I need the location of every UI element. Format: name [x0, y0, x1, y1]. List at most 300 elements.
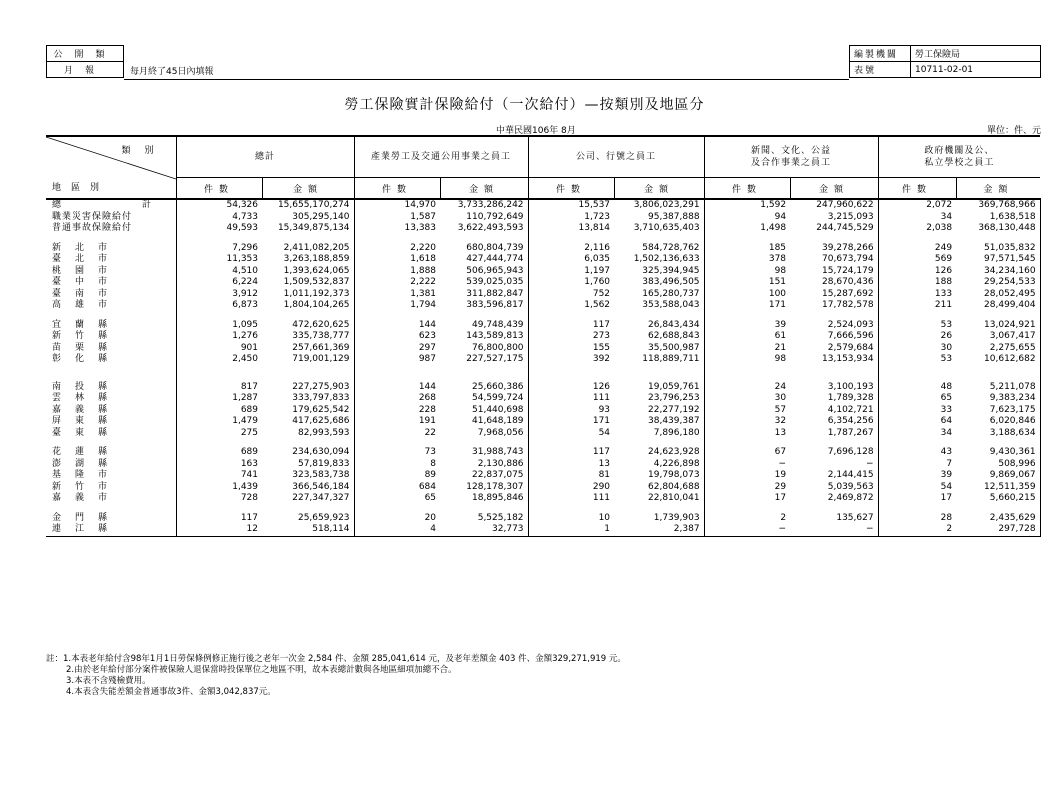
amount-cell: 368,130,448: [956, 223, 1040, 235]
count-cell: 126: [934, 265, 953, 276]
report-date: 中華民國106年 8月: [496, 126, 576, 136]
amount-cell: 25,659,923: [262, 513, 354, 525]
amount-cell: 2,469,872: [790, 493, 878, 505]
amount-cell: 3,263,188,859: [262, 254, 354, 266]
count-cell: 64: [940, 416, 953, 427]
count-cell: 1,439: [232, 481, 258, 492]
amount-cell: 227,347,327: [262, 493, 354, 505]
spacer-row: [46, 439, 1040, 447]
count-cell: 11,353: [226, 254, 258, 265]
count-cell: 987: [418, 354, 437, 365]
table-row: [46, 493, 1040, 505]
count-cell: 2,072: [926, 200, 953, 211]
count-cell: 1,381: [410, 288, 437, 299]
amount-cell: 135,627: [790, 513, 878, 525]
amount-cell: 18,895,846: [440, 493, 528, 505]
amount-cell: 7,666,596: [790, 331, 878, 343]
count-cell: 117: [592, 447, 611, 458]
amount-cell: 227,527,175: [440, 354, 528, 366]
amount-cell: 4,226,898: [614, 459, 704, 471]
footnotes: [46, 654, 626, 698]
count-cell: 20: [424, 512, 437, 523]
count-cell: 17: [774, 493, 787, 504]
count-cell: 2: [878, 524, 956, 536]
sub-header-row: [46, 178, 1040, 200]
count-cell: 1,760: [584, 277, 611, 288]
count-cell: 98: [774, 265, 787, 276]
amount-column-header: 金額: [262, 178, 354, 200]
count-cell: 29: [774, 481, 787, 492]
amount-cell: 97,571,545: [956, 254, 1040, 266]
table-row: [46, 254, 1040, 266]
table-row: [46, 223, 1040, 235]
table-row: [46, 428, 1040, 440]
count-column-header: 件數: [528, 178, 614, 200]
region-label: 金門縣: [46, 513, 176, 525]
count-cell: 117: [240, 512, 258, 523]
count-cell: 171: [768, 300, 787, 311]
amount-cell: 680,804,739: [440, 243, 528, 255]
group-header: 新聞、文化、公益 及合作事業之員工: [704, 136, 878, 178]
table-row: [46, 416, 1040, 428]
count-cell: 2: [780, 512, 787, 523]
amount-cell: 15,349,875,134: [262, 223, 354, 235]
count-cell: 49,593: [226, 223, 258, 234]
count-cell: 6,873: [232, 300, 258, 311]
amount-cell: 51,440,698: [440, 405, 528, 417]
amount-cell: 5,525,182: [440, 513, 528, 525]
report-frequency-label: 月報: [47, 62, 124, 78]
count-cell: 98: [774, 354, 787, 365]
benefit-table: [46, 135, 1041, 537]
count-cell: 14,970: [404, 200, 437, 211]
count-cell: 94: [774, 211, 787, 222]
table-row: [46, 320, 1040, 332]
amount-cell: 95,387,888: [614, 212, 704, 224]
spacer-row: [46, 366, 1040, 374]
amount-cell: 12,511,359: [956, 482, 1040, 494]
amount-cell: 1,739,903: [614, 513, 704, 525]
count-cell: 817: [240, 381, 258, 392]
region-label: 雲林縣: [46, 393, 176, 405]
amount-cell: 15,655,170,274: [262, 199, 354, 212]
table-row: [46, 470, 1040, 482]
amount-cell: 51,035,832: [956, 243, 1040, 255]
count-cell: 144: [418, 381, 437, 392]
amount-cell: 3,215,093: [790, 212, 878, 224]
count-cell: 228: [418, 404, 437, 415]
count-cell: 17: [940, 493, 953, 504]
amount-cell: 366,546,184: [262, 482, 354, 494]
amount-cell: 417,625,686: [262, 416, 354, 428]
count-cell: 728: [240, 493, 258, 504]
amount-cell: 5,660,215: [956, 493, 1040, 505]
amount-cell: 26,843,434: [614, 320, 704, 332]
count-cell: 65: [424, 493, 437, 504]
count-cell: 1,794: [410, 300, 437, 311]
table-row: [46, 343, 1040, 355]
amount-cell: 227,275,903: [262, 382, 354, 394]
amount-cell: 2,411,082,205: [262, 243, 354, 255]
amount-cell: 427,444,774: [440, 254, 528, 266]
count-cell: 53: [940, 354, 953, 365]
region-label: 苗栗縣: [46, 343, 176, 355]
amount-cell: 335,738,777: [262, 331, 354, 343]
table-row: [46, 289, 1040, 301]
amount-cell: 1,638,518: [956, 212, 1040, 224]
compiling-agency-value: 勞工保險局: [911, 46, 1041, 62]
amount-cell: 49,748,439: [440, 320, 528, 332]
report-deadline-text: 每月終了45日內填報: [130, 67, 214, 77]
table-row: [46, 513, 1040, 525]
unit-label: 單位：件、元: [986, 126, 1041, 136]
table-row: [46, 354, 1040, 366]
amount-cell: 7,623,175: [956, 405, 1040, 417]
count-cell: 30: [940, 342, 953, 353]
count-cell: 13: [774, 427, 787, 438]
table-row: [46, 243, 1040, 255]
count-cell: 6,224: [232, 277, 258, 288]
count-cell: 43: [940, 447, 953, 458]
amount-cell: 57,819,833: [262, 459, 354, 471]
count-cell: 623: [418, 331, 437, 342]
amount-cell: 70,673,794: [790, 254, 878, 266]
amount-cell: 28,670,436: [790, 277, 878, 289]
amount-cell: 15,287,692: [790, 289, 878, 301]
amount-cell: 3,622,493,593: [440, 223, 528, 235]
count-cell: 32: [774, 416, 787, 427]
region-label: 南投縣: [46, 382, 176, 394]
count-column-header: 件數: [704, 178, 790, 200]
count-cell: 1,562: [584, 300, 611, 311]
count-cell: 6,035: [584, 254, 611, 265]
count-cell: 7: [946, 458, 953, 469]
amount-cell: 143,589,813: [440, 331, 528, 343]
count-cell: 2,222: [410, 277, 437, 288]
region-label: 新北市: [46, 243, 176, 255]
compiling-agency-label: 編製機關: [850, 46, 911, 62]
count-cell: 54,326: [226, 200, 258, 211]
amount-cell: 7,968,056: [440, 428, 528, 440]
amount-cell: 325,394,945: [614, 266, 704, 278]
table-row: [46, 447, 1040, 459]
amount-cell: 23,796,253: [614, 393, 704, 405]
amount-cell: 383,596,817: [440, 300, 528, 312]
count-cell: 249: [934, 242, 953, 253]
amount-cell: 3,100,193: [790, 382, 878, 394]
count-cell: 111: [592, 393, 611, 404]
amount-cell: 22,810,041: [614, 493, 704, 505]
region-label: 屏東縣: [46, 416, 176, 428]
amount-cell: 1,789,328: [790, 393, 878, 405]
region-label: 新竹縣: [46, 331, 176, 343]
count-cell: 1,498: [760, 223, 787, 234]
amount-cell: 244,745,529: [790, 223, 878, 235]
count-cell: 61: [774, 331, 787, 342]
count-cell: 34: [940, 211, 953, 222]
count-cell: 126: [592, 381, 611, 392]
amount-cell: 383,496,505: [614, 277, 704, 289]
amount-cell: 34,234,160: [956, 266, 1040, 278]
spacer-row: [46, 374, 1040, 382]
count-cell: 689: [240, 447, 258, 458]
region-label: 高雄市: [46, 300, 176, 312]
count-cell: 1,888: [410, 265, 437, 276]
corner-region-label: 地區別: [52, 183, 110, 193]
amount-cell: 28,499,404: [956, 300, 1040, 312]
amount-cell: 2,275,655: [956, 343, 1040, 355]
region-label: 總 計: [46, 199, 176, 212]
amount-cell: 9,869,067: [956, 470, 1040, 482]
amount-cell: 3,710,635,403: [614, 223, 704, 235]
amount-cell: 118,889,711: [614, 354, 704, 366]
footnote: 3.本表不含殘檢費用。: [66, 676, 151, 686]
amount-cell: 2,144,415: [790, 470, 878, 482]
amount-cell: 19,798,073: [614, 470, 704, 482]
amount-cell: 1,804,104,265: [262, 300, 354, 312]
amount-column-header: 金額: [790, 178, 878, 200]
count-cell: 1,197: [584, 265, 611, 276]
amount-cell: 5,211,078: [956, 382, 1040, 394]
count-cell: 73: [424, 447, 437, 458]
region-label: 臺東縣: [46, 428, 176, 440]
amount-cell: 13,153,934: [790, 354, 878, 366]
count-cell: 34: [940, 427, 953, 438]
group-header: 產業勞工及交通公用事業之員工: [354, 136, 528, 178]
count-cell: 81: [598, 470, 611, 481]
amount-cell: 518,114: [262, 524, 354, 536]
footnote: 註：1.本表老年給付含98年1月1日勞保條例修正施行後之老年一次金 2,584 件、金額 285,041,614 元，及老年差額金 403 件、金額329,271,919 元。: [46, 654, 626, 664]
count-cell: 15,537: [578, 200, 611, 211]
header-left-box: [46, 45, 124, 78]
count-cell: 67: [774, 447, 787, 458]
amount-cell: 179,625,542: [262, 405, 354, 417]
table-row: [46, 459, 1040, 471]
count-cell: 65: [940, 393, 953, 404]
amount-cell: 82,993,593: [262, 428, 354, 440]
region-label: 宜蘭縣: [46, 320, 176, 332]
count-cell: 8: [430, 458, 437, 469]
count-cell: 54: [598, 427, 611, 438]
count-cell: 26: [940, 331, 953, 342]
count-cell: 57: [774, 404, 787, 415]
footnote: 2.由於老年給付部分案件被保險人退保當時投保單位之地區不明，故本表總計數與各地區細項加總不合。: [66, 665, 457, 675]
amount-cell: −: [790, 459, 878, 471]
count-cell: 117: [592, 319, 611, 330]
amount-column-header: 金額: [956, 178, 1040, 200]
count-cell: 1,618: [410, 254, 437, 265]
spacer-row: [46, 235, 1040, 243]
count-cell: 48: [940, 381, 953, 392]
amount-cell: 1,787,267: [790, 428, 878, 440]
count-cell: 4,733: [232, 211, 258, 222]
count-cell: 185: [768, 242, 787, 253]
count-cell: 93: [598, 404, 611, 415]
amount-cell: 3,188,634: [956, 428, 1040, 440]
count-cell: 30: [774, 393, 787, 404]
table-row: [46, 212, 1040, 224]
count-cell: 21: [774, 342, 787, 353]
amount-cell: 62,804,688: [614, 482, 704, 494]
table-row: [46, 405, 1040, 417]
count-cell: 28: [940, 512, 953, 523]
count-cell: 13: [598, 458, 611, 469]
count-cell: 211: [934, 300, 953, 311]
count-cell: 24: [774, 381, 787, 392]
table-number-value: 10711-02-01: [911, 62, 1041, 78]
count-column-header: 件數: [878, 178, 956, 200]
region-label: 普通事故保險給付: [46, 223, 176, 235]
count-cell: 1,479: [232, 416, 258, 427]
amount-column-header: 金額: [440, 178, 528, 200]
count-cell: 901: [240, 342, 258, 353]
count-cell: 378: [768, 254, 787, 265]
amount-cell: 1,393,624,065: [262, 266, 354, 278]
amount-cell: 32,773: [440, 524, 528, 536]
amount-cell: 539,025,035: [440, 277, 528, 289]
amount-cell: 22,277,192: [614, 405, 704, 417]
count-cell: 689: [240, 404, 258, 415]
table-number-label: 表號: [850, 62, 911, 78]
amount-cell: 128,178,307: [440, 482, 528, 494]
header-divider: [124, 79, 849, 80]
region-label: 臺北市: [46, 254, 176, 266]
amount-cell: 2,524,093: [790, 320, 878, 332]
table-row: [46, 382, 1040, 394]
amount-column-header: 金額: [614, 178, 704, 200]
amount-cell: 39,278,266: [790, 243, 878, 255]
count-cell: 33: [940, 404, 953, 415]
count-cell: 3,912: [232, 288, 258, 299]
count-cell: 151: [768, 277, 787, 288]
count-cell: 133: [934, 288, 953, 299]
amount-cell: 29,254,533: [956, 277, 1040, 289]
amount-cell: 6,354,256: [790, 416, 878, 428]
amount-cell: 305,295,140: [262, 212, 354, 224]
amount-cell: 54,599,724: [440, 393, 528, 405]
count-cell: 2,220: [410, 242, 437, 253]
amount-cell: 2,130,886: [440, 459, 528, 471]
table-row: [46, 393, 1040, 405]
count-cell: 188: [934, 277, 953, 288]
count-cell: −: [778, 458, 787, 469]
count-cell: 7,296: [232, 242, 258, 253]
region-label: 嘉義縣: [46, 405, 176, 417]
count-cell: 1,587: [410, 211, 437, 222]
amount-cell: 311,882,847: [440, 289, 528, 301]
table-row: [46, 277, 1040, 289]
count-cell: 2,116: [584, 242, 611, 253]
count-cell: 19: [774, 470, 787, 481]
amount-cell: 297,728: [956, 524, 1040, 536]
amount-cell: 41,648,189: [440, 416, 528, 428]
amount-cell: 2,387: [614, 524, 704, 536]
region-label: 臺中市: [46, 277, 176, 289]
amount-cell: 584,728,762: [614, 243, 704, 255]
amount-cell: 3,806,023,291: [614, 199, 704, 212]
count-cell: 100: [768, 288, 787, 299]
table-row: [46, 331, 1040, 343]
table-corner-header: [46, 136, 176, 199]
footnote: 4.本表含失能差額金普通事故3件、金額3,042,837元。: [66, 687, 276, 697]
amount-cell: 4,102,721: [790, 405, 878, 417]
count-cell: 290: [592, 481, 611, 492]
amount-cell: 17,782,578: [790, 300, 878, 312]
amount-cell: 369,768,966: [956, 199, 1040, 212]
corner-category-label: 類別: [121, 146, 168, 156]
count-cell: 392: [592, 354, 611, 365]
count-cell: 268: [418, 393, 437, 404]
group-header: 公司、行號之員工: [528, 136, 704, 178]
count-cell: 144: [418, 319, 437, 330]
count-cell: 12: [176, 524, 262, 536]
count-cell: 191: [418, 416, 437, 427]
count-cell: 741: [240, 470, 258, 481]
count-cell: 155: [592, 342, 611, 353]
amount-cell: 353,588,043: [614, 300, 704, 312]
count-cell: 89: [424, 470, 437, 481]
amount-cell: 15,724,179: [790, 266, 878, 278]
count-cell: 39: [774, 319, 787, 330]
amount-cell: 333,797,833: [262, 393, 354, 405]
table-row: [46, 266, 1040, 278]
count-cell: 275: [240, 427, 258, 438]
region-label: 連江縣: [46, 524, 176, 536]
count-cell: 273: [592, 331, 611, 342]
count-cell: 13,383: [404, 223, 437, 234]
region-label: 基隆市: [46, 470, 176, 482]
amount-cell: 24,623,928: [614, 447, 704, 459]
amount-cell: 2,435,629: [956, 513, 1040, 525]
amount-cell: 1,502,136,633: [614, 254, 704, 266]
amount-cell: −: [790, 524, 878, 536]
count-cell: 1,276: [232, 331, 258, 342]
page-title: 勞工保險實計保險給付（一次給付）—按類別及地區分: [344, 97, 705, 113]
amount-cell: 62,688,843: [614, 331, 704, 343]
count-cell: 1: [528, 524, 614, 536]
region-label: 花蓮縣: [46, 447, 176, 459]
amount-cell: 2,579,684: [790, 343, 878, 355]
region-label: 嘉義市: [46, 493, 176, 505]
count-cell: 2,038: [926, 223, 953, 234]
header-right-box: [849, 45, 1041, 78]
spacer-row: [46, 505, 1040, 513]
count-cell: 22: [424, 427, 437, 438]
amount-cell: 10,612,682: [956, 354, 1040, 366]
amount-cell: 257,661,369: [262, 343, 354, 355]
region-label: 新竹市: [46, 482, 176, 494]
amount-cell: 7,896,180: [614, 428, 704, 440]
count-cell: 684: [418, 481, 437, 492]
count-column-header: 件數: [354, 178, 440, 200]
amount-cell: 3,067,417: [956, 331, 1040, 343]
amount-cell: 508,996: [956, 459, 1040, 471]
amount-cell: 506,965,943: [440, 266, 528, 278]
amount-cell: 472,620,625: [262, 320, 354, 332]
amount-cell: 35,500,987: [614, 343, 704, 355]
amount-cell: 22,837,075: [440, 470, 528, 482]
amount-cell: 31,988,743: [440, 447, 528, 459]
amount-cell: 38,439,387: [614, 416, 704, 428]
amount-cell: 76,800,800: [440, 343, 528, 355]
group-header: 總計: [176, 136, 354, 178]
region-label: 臺南市: [46, 289, 176, 301]
amount-cell: 9,430,361: [956, 447, 1040, 459]
count-cell: 54: [940, 481, 953, 492]
amount-cell: 234,630,094: [262, 447, 354, 459]
table-row: [46, 199, 1040, 212]
amount-cell: 165,280,737: [614, 289, 704, 301]
